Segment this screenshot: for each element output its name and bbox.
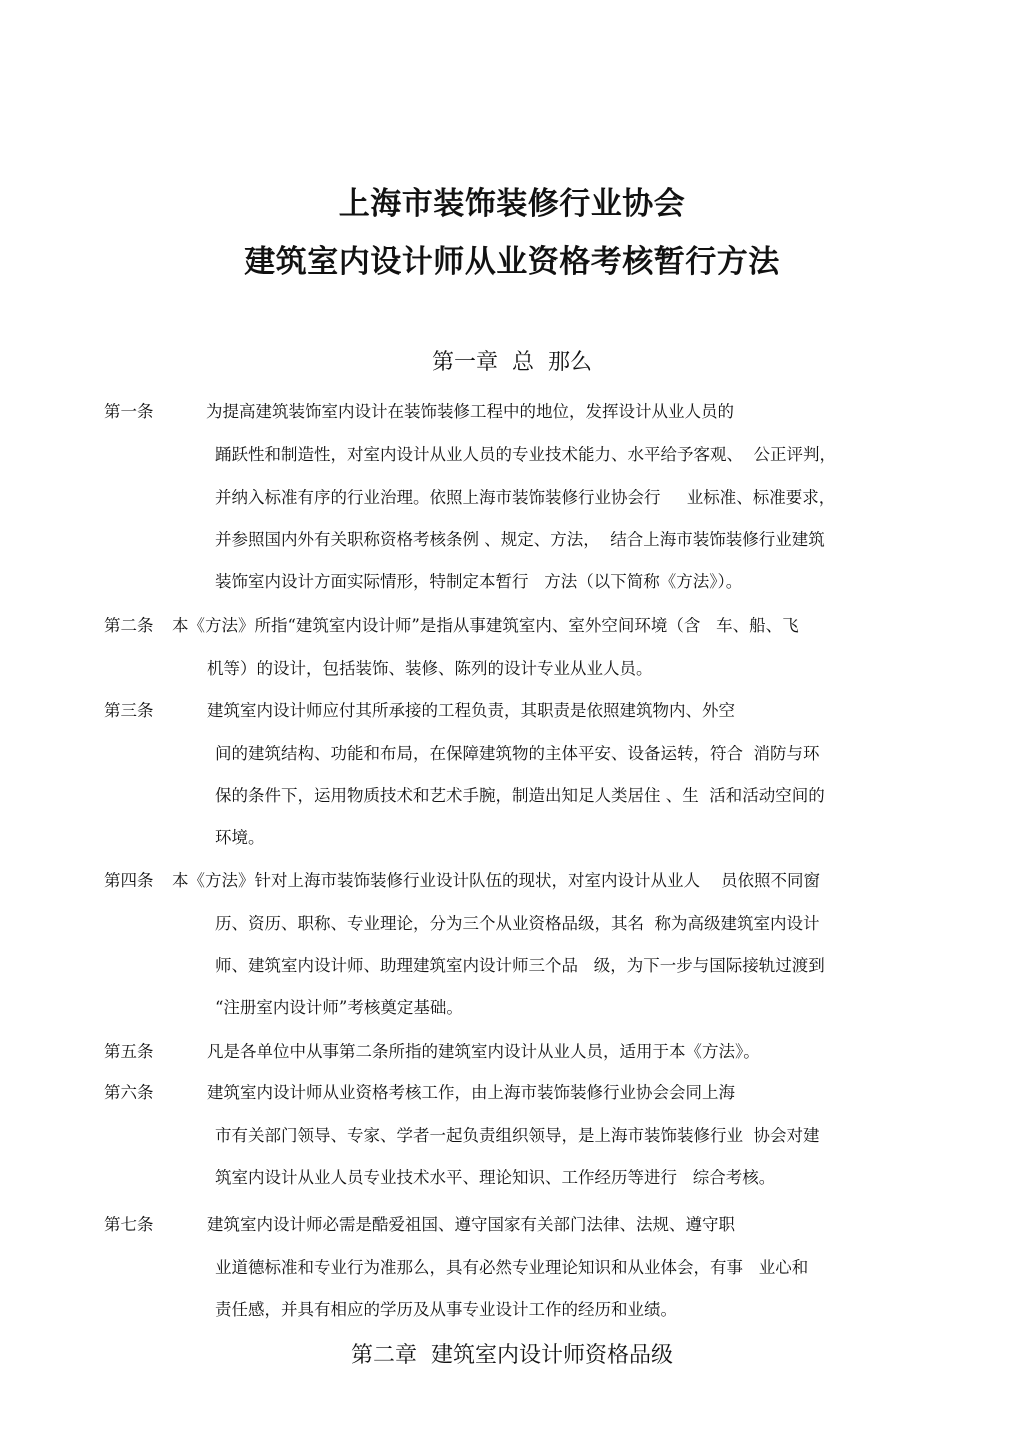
article-text-line: 责任感，并具有相应的学历及从事专业设计工作的经历和业绩。 — [215, 1300, 677, 1319]
article-text-line: 师、建筑室内设计师、助理建筑室内设计师三个品 级，为下一步与国际接轨过渡到 — [215, 956, 825, 975]
document-title-line2: 建筑室内设计师从业资格考核暂行方法 — [244, 244, 780, 280]
article-label: 第三条 — [104, 701, 154, 720]
chapter-heading-2: 第二章 建筑室内设计师资格品级 — [351, 1343, 673, 1368]
article-text-line: 并纳入标准有序的行业治理。依照上海市装饰装修行业协会行 业标准、标准要求， — [215, 488, 836, 507]
article-text-line: 业道德标准和专业行为准那么，具有必然专业理论知识和从业体会，有事 业心和 — [215, 1258, 809, 1277]
article-text-line: 装饰室内设计方面实际情形，特制定本暂行 方法（以下简称《方法》）。 — [215, 572, 743, 591]
article-label: 第五条 — [104, 1042, 154, 1061]
article-text-line: 筑室内设计从业人员专业技术水平、理论知识、工作经历等进行 综合考核。 — [215, 1168, 776, 1187]
article-label: 第六条 — [104, 1083, 154, 1102]
article-text-line: 并参照国内外有关职称资格考核条例 、规定、方法， 结合上海市装饰装修行业建筑 — [215, 530, 825, 549]
article-label: 第七条 — [104, 1215, 154, 1234]
article-label: 第四条 — [104, 871, 154, 890]
article-text-line: 本《方法》针对上海市装饰装修行业设计队伍的现状，对室内设计从业人 员依照不同窗 — [172, 871, 820, 890]
article-text-line: 保的条件下，运用物质技术和艺术手腕，制造出知足人类居住 、生 活和活动空间的 — [215, 786, 825, 805]
article-text-line: 凡是各单位中从事第二条所指的建筑室内设计从业人员，适用于本《方法》。 — [207, 1042, 760, 1061]
article-text-line: 历、资历、职称、专业理论，分为三个从业资格品级，其名 称为高级建筑室内设计 — [215, 914, 820, 933]
article-text-line: 踊跃性和制造性，对室内设计从业人员的专业技术能力、水平给予客观、 公正评判， — [215, 445, 836, 464]
article-text-line: “注册室内设计师”考核奠定基础。 — [215, 998, 463, 1017]
article-text-line: 机等）的设计，包括装饰、装修、陈列的设计专业从业人员。 — [207, 659, 653, 678]
article-text-line: 建筑室内设计师从业资格考核工作，由上海市装饰装修行业协会会同上海 — [207, 1083, 735, 1102]
article-text-line: 本《方法》所指“建筑室内设计师”是指从事建筑室内、室外空间环境（含 车、船、飞 — [172, 616, 799, 635]
article-text-line: 建筑室内设计师必需是酷爱祖国、遵守国家有关部门法律、法规、遵守职 — [207, 1215, 735, 1234]
article-text-line: 间的建筑结构、功能和布局，在保障建筑物的主体平安、设备运转，符合 消防与环 — [215, 744, 820, 763]
article-text-line: 市有关部门领导、专家、学者一起负责组织领导，是上海市装饰装修行业 协会对建 — [215, 1126, 820, 1145]
article-text-line: 为提高建筑装饰室内设计在装饰装修工程中的地位，发挥设计从业人员的 — [206, 402, 734, 421]
article-text-line: 建筑室内设计师应付其所承接的工程负责，其职责是依照建筑物内、外空 — [207, 701, 735, 720]
article-label: 第一条 — [104, 402, 154, 421]
document-title-line1: 上海市装饰装修行业协会 — [338, 186, 686, 222]
article-text-line: 环境。 — [215, 828, 265, 847]
article-label: 第二条 — [104, 616, 154, 635]
chapter-heading-1: 第一章 总 那么 — [432, 350, 592, 375]
